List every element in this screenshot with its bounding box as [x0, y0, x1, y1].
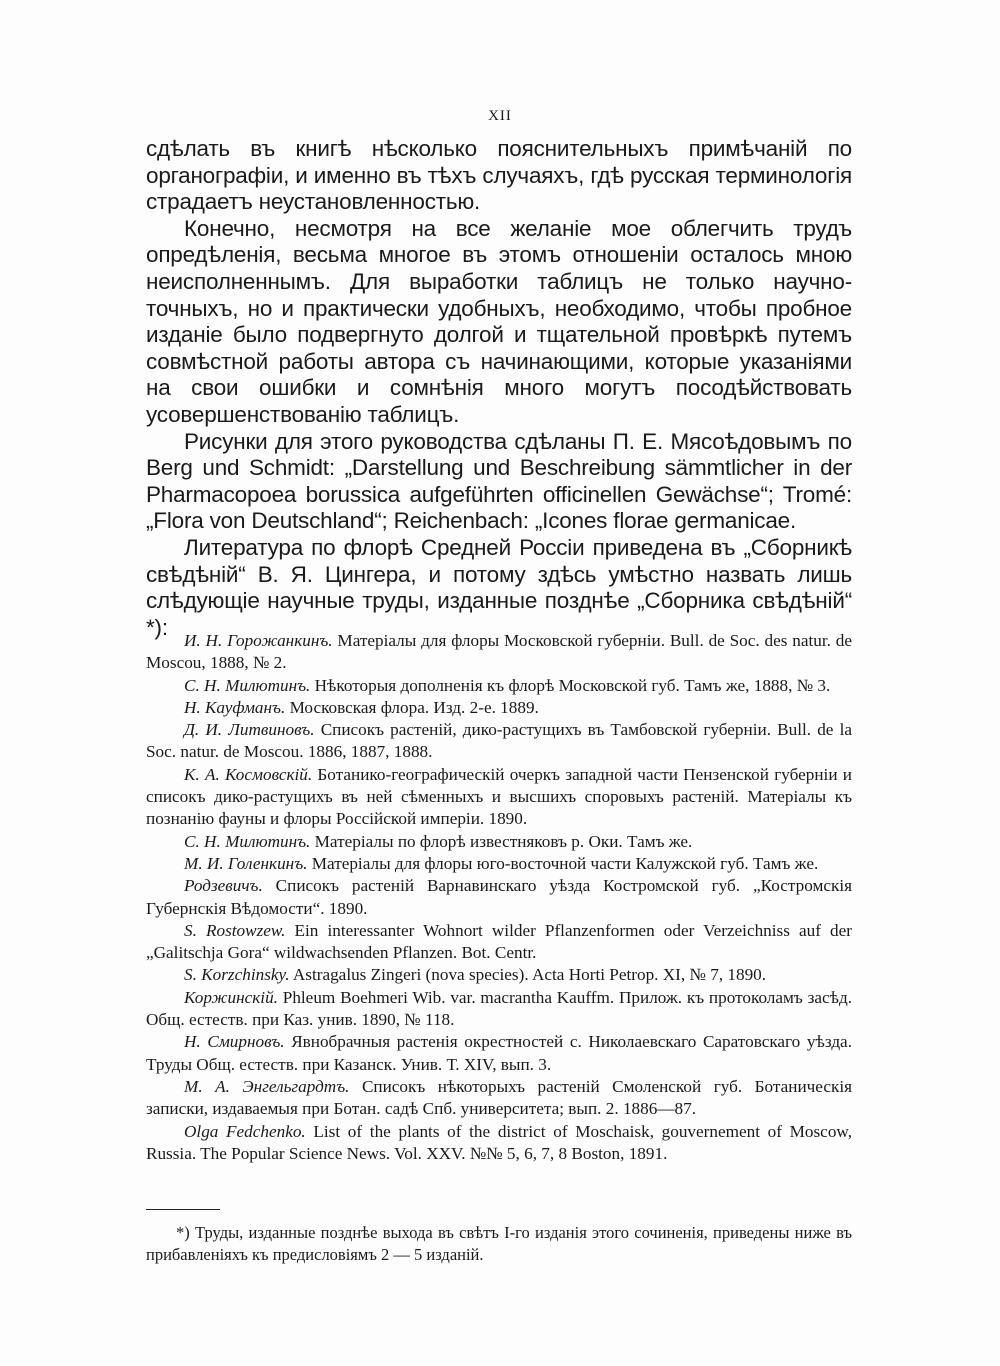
- bibliography-entry: [146, 1031, 852, 1076]
- entry-text: Ботанико-географическій очеркъ западной части Пензенской губерніи и списокъ дико-растущихъ въ ней сѣменныхъ и высшихъ споровыхъ растеній. Матеріалы къ познанію фауны и флоры Россійской имперіи. 1890.: [146, 764, 852, 829]
- entry-author: Д. И. Литвиновъ.: [184, 720, 315, 740]
- entry-text: Astragalus Zingeri (nova species). Acta Horti Petrop. XI, № 7, 1890.: [289, 965, 767, 985]
- entry-text: Списокъ растеній Варнавинскаго уѣзда Костромской губ. „Костромскія Губернскія Вѣдомости“. 1890.: [146, 876, 852, 918]
- entry-text: List of the plants of the district of Moschaisk, gouvernement of Moscow, Russia. The Popular Science News. Vol. XXV. №№ 5, 6, 7, 8 Boston, 1891.: [146, 1121, 852, 1163]
- entry-author: Родзевичъ.: [184, 876, 263, 896]
- bibliography-list: [146, 630, 852, 1165]
- entry-author: М. А. Энгельгардтъ.: [184, 1076, 350, 1096]
- entry-author: С. Н. Милютинъ.: [184, 675, 311, 695]
- bibliography-entry: [146, 831, 852, 853]
- entry-author: S. Rostowzew.: [184, 920, 286, 940]
- bibliography-entry: [146, 719, 852, 764]
- entry-author: Н. Кауфманъ.: [184, 697, 286, 717]
- bibliography-entry: [146, 853, 852, 875]
- bibliography-entry: [146, 875, 852, 920]
- bibliography-entry: [146, 964, 852, 986]
- entry-text: Списокъ растеній, дико-растущихъ въ Тамбовской губерніи. Bull. de la Soc. natur. de Moscou. 1886, 1887, 1888.: [146, 720, 852, 762]
- entry-text: Ein interessanter Wohnort wilder Pflanzenformen oder Verzeichniss auf der „Galitschja Gora“ wildwachsenden Pflanzen. Bot. Centr.: [146, 920, 853, 963]
- bibliography-entry: [146, 1076, 852, 1121]
- page-number: XII: [488, 108, 512, 124]
- entry-author: Н. Смирновъ.: [184, 1032, 285, 1052]
- entry-text: Нѣкоторыя дополненія къ флорѣ Московской губ. Тамъ же, 1888, № 3.: [310, 675, 831, 695]
- entry-text: Явнобрачныя растенія окрестностей с. Николаевскаго Саратовскаго уѣзда. Труды Общ. естеств. при Казанск. Унив. Т. XIV, вып. 3.: [146, 1032, 852, 1074]
- bibliography-entry: [146, 764, 852, 831]
- footnote-text: *) Труды, изданные позднѣе выхода въ свѣтъ I-го изданія этого сочиненія, приведены ниже въ прибавленіяхъ къ предисловіямъ 2 — 5 изданій.: [146, 1223, 852, 1264]
- entry-author: И. Н. Горожанкинъ.: [184, 631, 333, 650]
- entry-text: Матеріалы для флоры Московской губерніи. Bull. de Soc. des natur. de Moscou, 1888, № 2.: [146, 631, 852, 673]
- entry-author: К. А. Космовскій.: [184, 764, 313, 784]
- paragraph-illustrations-sources: Рисунки для этого руководства сдѣланы П. Е. Мясоѣдовымъ по Berg und Schmidt: „Darstellung und Beschreibung sämmtlicher in der Pharmacopoea borussica aufgeführten officinellen Gewächse“; Tromé: „Flora von Deutschland“; Reichenbach: „Icones florae germanicae.: [146, 428, 852, 534]
- entry-author: С. Н. Милютинъ.: [184, 831, 311, 851]
- bibliography-entry: [146, 697, 852, 719]
- entry-author: Коржинскій.: [184, 987, 278, 1007]
- entry-text: Списокъ нѣкоторыхъ растеній Смоленской губ. Ботаническія записки, издаваемыя при Ботан. садѣ Спб. университета; вып. 2. 1886—87.: [146, 1076, 853, 1119]
- footnote: [146, 1222, 852, 1266]
- footnote-divider: [146, 1209, 220, 1210]
- entry-text: Московская флора. Изд. 2-е. 1889.: [285, 697, 539, 717]
- bibliography-entry: [146, 675, 852, 697]
- entry-text: Матеріалы по флорѣ известняковъ р. Оки. Тамъ же.: [310, 831, 693, 851]
- entry-text: Матеріалы для флоры юго-восточной части Калужской губ. Тамъ же.: [307, 853, 819, 873]
- entry-text: Phleum Boehmeri Wib. var. macrantha Kauffm. Прилож. къ протоколамъ засѣд. Общ. естеств. при Каз. унив. 1890, № 118.: [146, 987, 852, 1030]
- paragraph-organography-note: сдѣлать въ книгѣ нѣсколько пояснительныхъ примѣчаній по органографіи, и именно въ тѣхъ случаяхъ, гдѣ русская терминологія страдаетъ неустановленностью.: [146, 136, 852, 215]
- paragraph-tables-improvement: Конечно, несмотря на все желаніе мое облегчить трудъ опредѣленія, весьма многое въ этомъ отношеніи осталось мною неисполненнымъ. Для выработки таблицъ не только научно-точныхъ, но и практически удобныхъ, необходимо, чтобы пробное изданіе было подвергнуто долгой и тщательной провѣркѣ путемъ совмѣстной работы автора съ начинающими, которые указаніями на свои ошибки и сомнѣнія много могутъ посодѣйствовать усовершенствованію таблицъ.: [146, 215, 852, 427]
- entry-author: М. И. Голенкинъ.: [184, 853, 308, 873]
- paragraph-literature-intro: Литература по флорѣ Средней Россіи приведена въ „Сборникѣ свѣдѣній“ В. Я. Цингера, и потому здѣсь умѣстно назвать лишь слѣдующіе научные труды, изданные позднѣе „Сборника свѣдѣній“ *):: [146, 534, 852, 640]
- bibliography-entry: [146, 630, 852, 675]
- bibliography-entry: [146, 1121, 852, 1166]
- bibliography-entry: [146, 987, 852, 1032]
- entry-author: Olga Fedchenko.: [184, 1121, 306, 1141]
- entry-author: S. Korzchinsky.: [184, 965, 290, 985]
- bibliography-entry: [146, 920, 852, 965]
- main-text-body: [146, 136, 852, 641]
